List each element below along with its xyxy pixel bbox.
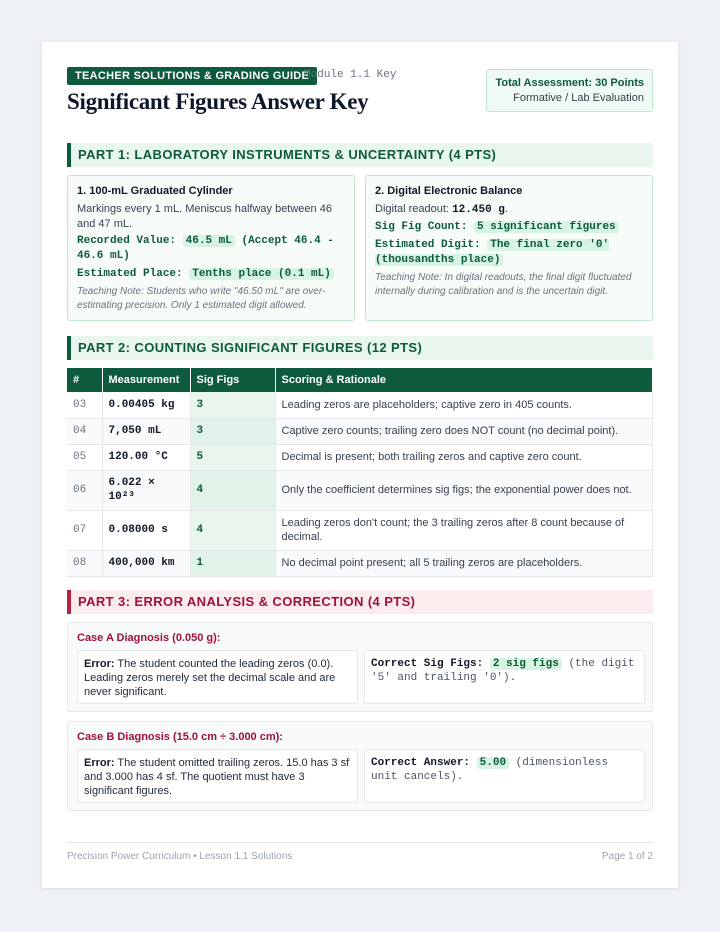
estimated-place-row — [77, 267, 345, 282]
sig-fig-count-label: Sig Fig Count: — [375, 221, 468, 233]
sig-fig-count-value: 5 significant figures — [474, 221, 619, 233]
correct-label: Correct Answer: — [371, 757, 471, 769]
table-row — [67, 550, 653, 576]
case-b-error-box — [77, 749, 358, 803]
graduated-cylinder-card — [67, 175, 355, 321]
rationale-cell: Only the coefficient determines sig figs; the exponential power does not. — [275, 470, 653, 510]
col-rationale: Scoring & Rationale — [275, 368, 653, 392]
module-label: Module 1.1 Key — [304, 69, 397, 81]
correct-value: 2 sig figs — [490, 658, 562, 670]
measurement-cell: 7,050 mL — [102, 418, 190, 444]
readout-label: Digital readout: — [375, 203, 449, 215]
rationale-cell: Captive zero counts; trailing zero does NOT count (no decimal point). — [275, 418, 653, 444]
evaluation-type: Formative / Lab Evaluation — [513, 92, 644, 104]
page-footer — [67, 842, 653, 862]
sig-figs-cell: 5 — [190, 444, 275, 470]
row-number: 03 — [67, 392, 102, 418]
part3-heading: PART 3: ERROR ANALYSIS & CORRECTION (4 PTS) — [67, 590, 653, 614]
sig-figs-cell: 1 — [190, 550, 275, 576]
digital-balance-card — [365, 175, 653, 321]
row-number: 04 — [67, 418, 102, 444]
table-header-row — [67, 368, 653, 392]
measurement-cell: 0.08000 s — [102, 510, 190, 550]
answer-key-page — [42, 42, 678, 888]
error-label: Error: — [84, 757, 115, 769]
recorded-value-label: Recorded Value: — [77, 235, 177, 247]
case-a-correction-box — [364, 650, 645, 704]
table-row — [67, 392, 653, 418]
estimated-digit-row — [375, 238, 643, 268]
correction-text — [371, 756, 638, 784]
sig-figs-cell: 4 — [190, 510, 275, 550]
estimated-digit-value: The final zero '0' (thousandths place) — [375, 239, 610, 266]
case-b-title: Case B Diagnosis (15.0 cm ÷ 3.000 cm): — [77, 731, 283, 743]
estimated-place-value: Tenths place (0.1 mL) — [189, 268, 334, 280]
col-measurement: Measurement — [102, 368, 190, 392]
rationale-cell: Decimal is present; both trailing zeros and captive zero count. — [275, 444, 653, 470]
measurement-cell: 120.00 °C — [102, 444, 190, 470]
rationale-cell: Leading zeros are placeholders; captive zero in 405 counts. — [275, 392, 653, 418]
total-assessment-box — [486, 69, 653, 112]
case-a-panel — [67, 622, 653, 712]
sig-figs-table — [67, 368, 653, 577]
measurement-cell: 400,000 km — [102, 550, 190, 576]
case-a-error-box — [77, 650, 358, 704]
recorded-value: 46.5 mL — [183, 235, 235, 247]
teaching-note: Teaching Note: Students who write "46.50 mL" are over-estimating precision. Only 1 estimated digit allowed. — [77, 286, 326, 311]
teaching-note: Teaching Note: In digital readouts, the final digit fluctuated internally during calibration and is the uncertain digit. — [375, 272, 632, 297]
card-title: 2. Digital Electronic Balance — [375, 185, 523, 197]
correct-explanation: (the digit '5' and trailing '0'). — [371, 658, 635, 684]
error-text: The student counted the leading zeros (0.0). Leading zeros merely set the decimal scale and are never significant. — [84, 658, 336, 698]
card-title: 1. 100-mL Graduated Cylinder — [77, 185, 233, 197]
correct-value: 5.00 — [477, 757, 509, 769]
estimated-place-label: Estimated Place: — [77, 268, 183, 280]
case-b-panel — [67, 721, 653, 811]
part1-heading: PART 1: LABORATORY INSTRUMENTS & UNCERTAINTY (4 PTS) — [67, 143, 653, 167]
sig-figs-cell: 3 — [190, 418, 275, 444]
table-row — [67, 470, 653, 510]
table-row — [67, 510, 653, 550]
case-a-title: Case A Diagnosis (0.050 g): — [77, 632, 221, 644]
total-points: Total Assessment: 30 Points — [495, 77, 644, 89]
error-text: The student omitted trailing zeros. 15.0 has 3 sf and 3.000 has 4 sf. The quotient must have 3 significant figures. — [84, 757, 350, 797]
col-sig-figs: Sig Figs — [190, 368, 275, 392]
accepted-range: (Accept 46.4 - 46.6 mL) — [77, 235, 334, 262]
sig-figs-cell: 4 — [190, 470, 275, 510]
balance-reading: 12.450 g — [452, 204, 505, 216]
part2-heading: PART 2: COUNTING SIGNIFICANT FIGURES (12 PTS) — [67, 336, 653, 360]
col-number: # — [67, 368, 102, 392]
footer-curriculum: Precision Power Curriculum • Lesson 1.1 Solutions — [67, 851, 293, 862]
correct-label: Correct Sig Figs: — [371, 658, 484, 670]
row-number: 08 — [67, 550, 102, 576]
row-number: 07 — [67, 510, 102, 550]
card-description: Markings every 1 mL. Meniscus halfway between 46 and 47 mL. — [77, 203, 332, 230]
recorded-value-row — [77, 234, 345, 264]
measurement-cell: 0.00405 kg — [102, 392, 190, 418]
page-header — [67, 67, 653, 155]
sig-figs-cell: 3 — [190, 392, 275, 418]
page-number: Page 1 of 2 — [601, 851, 653, 862]
correct-explanation: (dimensionless unit cancels). — [371, 757, 609, 783]
card-description — [375, 202, 643, 218]
solutions-tag: TEACHER SOLUTIONS & GRADING GUIDE — [67, 67, 317, 85]
rationale-cell: No decimal point present; all 5 trailing zeros are placeholders. — [275, 550, 653, 576]
correction-text — [371, 657, 638, 685]
measurement-cell: 6.022 × 10²³ — [102, 470, 190, 510]
readout-period: . — [504, 203, 508, 215]
table-row — [67, 444, 653, 470]
row-number: 05 — [67, 444, 102, 470]
rationale-cell: Leading zeros don't count; the 3 trailing zeros after 8 count because of decimal. — [275, 510, 653, 550]
case-b-correction-box — [364, 749, 645, 803]
estimated-digit-label: Estimated Digit: — [375, 239, 481, 251]
error-label: Error: — [84, 658, 115, 670]
page-title: Significant Figures Answer Key — [67, 89, 369, 114]
row-number: 06 — [67, 470, 102, 510]
sig-fig-count-row — [375, 220, 643, 235]
table-row — [67, 418, 653, 444]
